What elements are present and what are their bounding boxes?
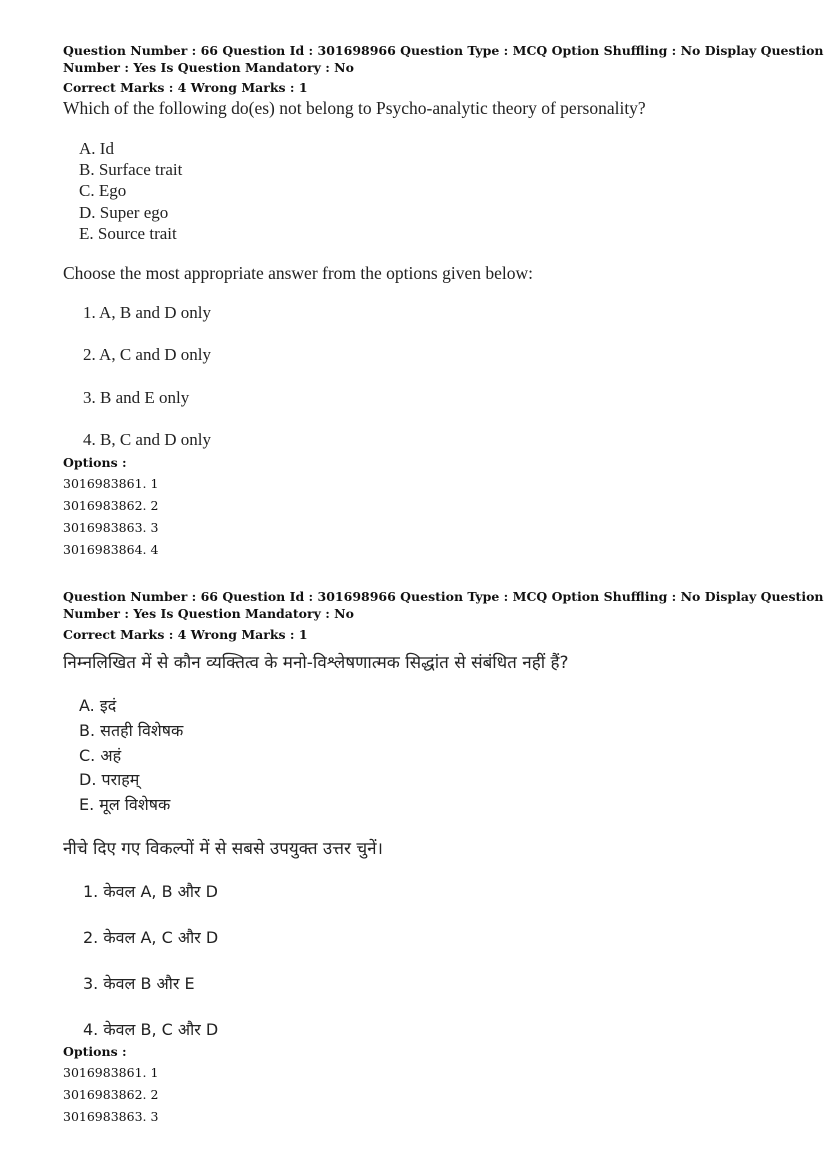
answer-choice: 1. A, B and D only (83, 303, 211, 322)
option-id: 3016983861. 1 (63, 476, 159, 491)
list-item: A. Id (79, 139, 114, 158)
question-meta-line-2: Number : Yes Is Question Mandatory : No (63, 60, 354, 75)
option-id: 3016983861. 1 (63, 1065, 159, 1080)
options-label: Options : (63, 1044, 127, 1059)
list-item: B. Surface trait (79, 160, 183, 179)
options-label: Options : (63, 455, 127, 470)
instruction-text: Choose the most appropriate answer from the options given below: (63, 263, 533, 283)
question-meta-line-2: Number : Yes Is Question Mandatory : No (63, 606, 354, 621)
question-stem: Which of the following do(es) not belong to Psycho-analytic theory of personality? (63, 98, 646, 118)
list-item: E. मूल विशेषक (79, 795, 171, 814)
list-item: A. इदं (79, 696, 117, 715)
question-meta-line-1: Question Number : 66 Question Id : 301698966 Question Type : MCQ Option Shuffling : No Display Question (63, 43, 824, 58)
option-id: 3016983862. 2 (63, 1087, 159, 1102)
list-item: C. अहं (79, 746, 122, 765)
list-item: C. Ego (79, 181, 127, 200)
option-id: 3016983864. 4 (63, 542, 159, 557)
answer-choice: 2. केवल A, C और D (83, 928, 219, 947)
question-stem: निम्नलिखित में से कौन व्यक्तित्व के मनो-विश्लेषणात्मक सिद्धांत से संबंधित नहीं हैं? (63, 653, 569, 673)
list-item: D. पराहम् (79, 770, 140, 789)
marks-line: Correct Marks : 4 Wrong Marks : 1 (63, 80, 308, 95)
answer-choice: 3. B and E only (83, 388, 190, 407)
instruction-text: नीचे दिए गए विकल्पों में से सबसे उपयुक्त उत्तर चुनें। (63, 839, 384, 859)
question-meta-line-1: Question Number : 66 Question Id : 301698966 Question Type : MCQ Option Shuffling : No Display Question (63, 589, 824, 604)
marks-line: Correct Marks : 4 Wrong Marks : 1 (63, 627, 308, 642)
answer-choice: 2. A, C and D only (83, 345, 211, 364)
option-id: 3016983863. 3 (63, 1109, 159, 1124)
list-item: B. सतही विशेषक (79, 721, 184, 740)
answer-choice: 3. केवल B और E (83, 974, 195, 993)
list-item: D. Super ego (79, 203, 169, 222)
option-id: 3016983862. 2 (63, 498, 159, 513)
option-id: 3016983863. 3 (63, 520, 159, 535)
answer-choice: 4. B, C and D only (83, 430, 211, 449)
answer-choice: 1. केवल A, B और D (83, 882, 218, 901)
answer-choice: 4. केवल B, C और D (83, 1020, 219, 1039)
list-item: E. Source trait (79, 224, 177, 243)
